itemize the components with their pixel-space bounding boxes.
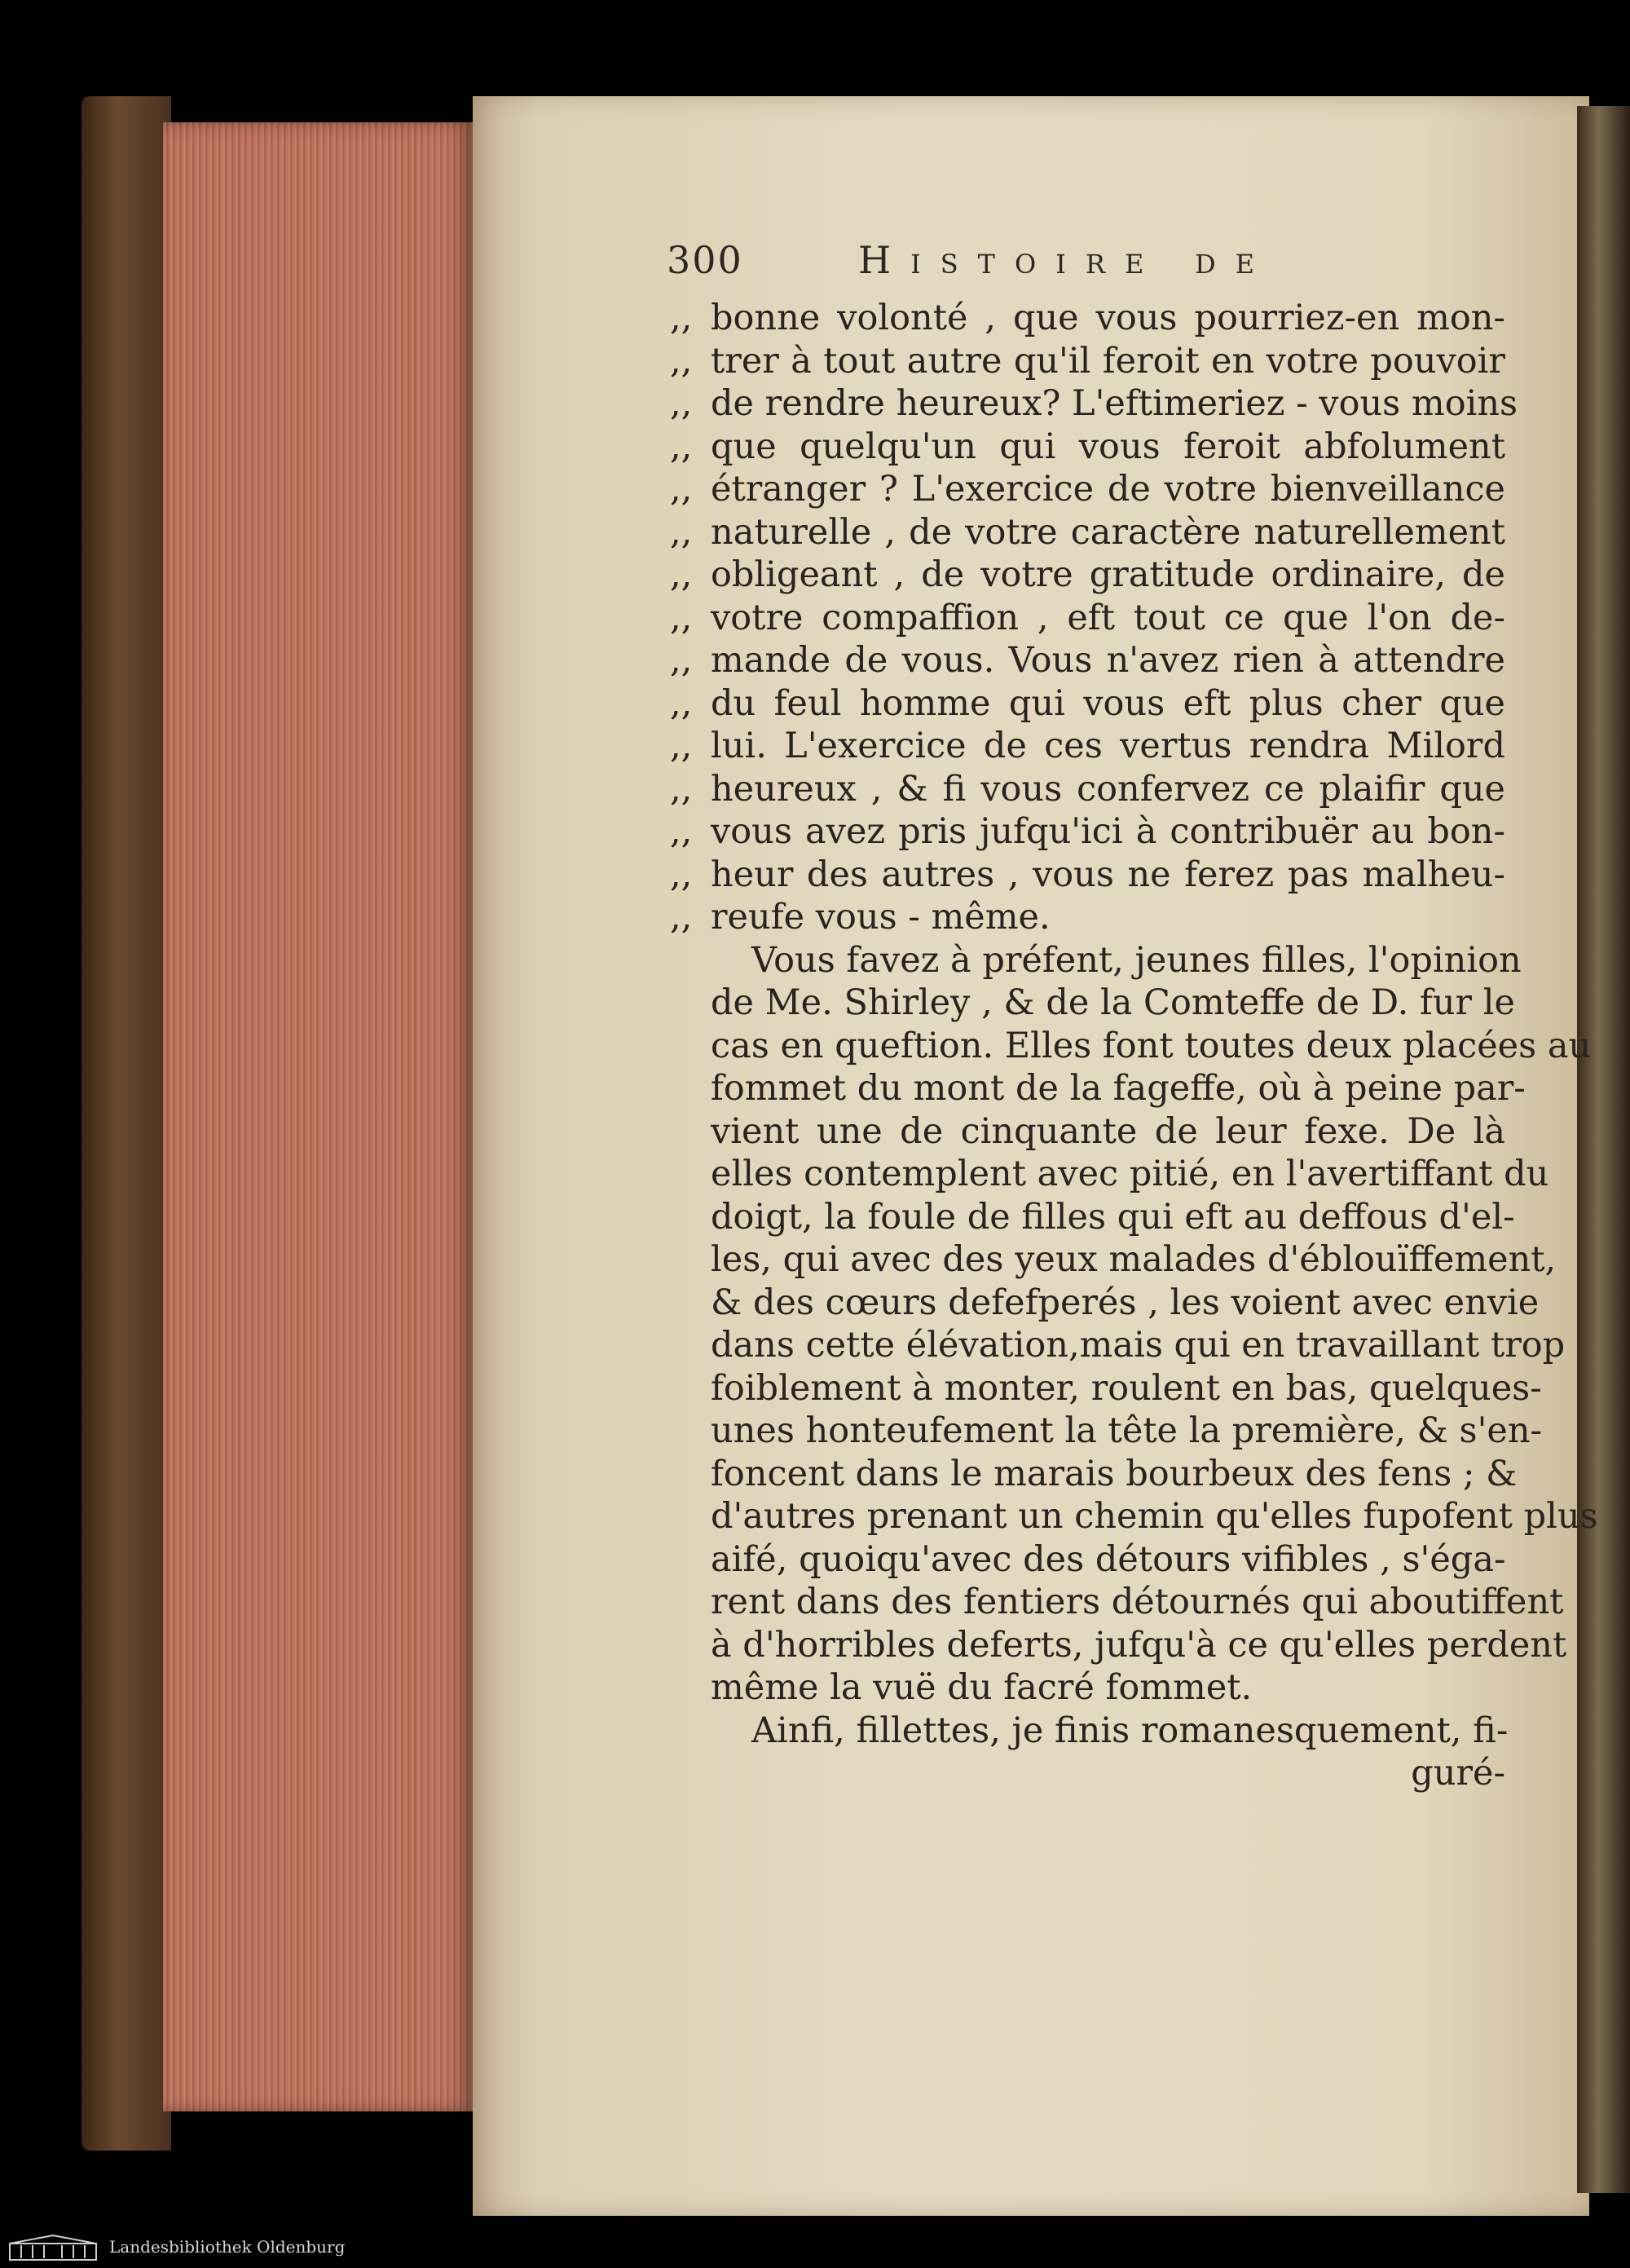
text-line <box>670 1110 1505 1154</box>
quote-marker <box>670 1238 711 1282</box>
text-line <box>670 639 1505 682</box>
quote-marker <box>670 1367 711 1410</box>
line-text: de Me. Shirley , & de la Comteffe de D. fur le <box>711 982 1515 1023</box>
line-text: rent dans des fentiers détournés qui aboutiffent <box>711 1582 1564 1622</box>
text-line <box>670 768 1505 811</box>
library-label: Landesbibliothek Oldenburg <box>109 2237 346 2257</box>
line-text: heureux , & fi vous confervez ce plaifir que <box>711 768 1505 810</box>
line-text: Ainfi, fillettes, je finis romanesquement, fi- <box>751 1710 1509 1751</box>
text-line <box>670 1196 1515 1239</box>
text-line <box>670 1153 1549 1196</box>
quote-marker <box>670 1581 711 1624</box>
line-text: bonne volonté , que vous pourriez-en mon- <box>711 298 1505 338</box>
quote-marker: ,, <box>670 811 693 852</box>
text-line <box>670 1025 1592 1068</box>
running-head <box>667 238 1522 287</box>
quote-marker: ,, <box>670 554 693 595</box>
line-text: elles contemplent avec pitié, en l'avertiffant du <box>711 1154 1549 1194</box>
text-line <box>670 810 1505 854</box>
quote-marker <box>670 1666 711 1710</box>
quote-marker <box>670 1624 711 1667</box>
quote-marker: ,, <box>670 469 693 510</box>
text-line <box>670 896 1505 939</box>
line-text: reufe vous - même. <box>711 897 1051 938</box>
quote-marker <box>670 939 711 982</box>
text-line <box>670 682 1505 726</box>
book-cover-left <box>82 96 171 2151</box>
line-text: & des cœurs defefperés , les voient avec envie <box>711 1282 1540 1323</box>
text-line <box>670 982 1515 1025</box>
text-line <box>670 511 1505 554</box>
quote-marker <box>670 1752 711 1795</box>
line-text: guré- <box>1411 1753 1505 1794</box>
text-line <box>670 1282 1540 1325</box>
quote-marker <box>670 1153 711 1196</box>
line-text: doigt, la foule de filles qui eft au deffous d'el- <box>711 1196 1515 1238</box>
text-line <box>670 554 1505 597</box>
text-line <box>670 939 1522 982</box>
text-line <box>670 426 1505 469</box>
body-text <box>670 297 1598 1795</box>
line-text: foncent dans le marais bourbeux des fens ; & <box>711 1453 1518 1494</box>
line-text: les, qui avec des yeux malades d'éblouïffement, <box>711 1239 1557 1280</box>
quote-marker <box>670 1710 711 1753</box>
text-line <box>670 1410 1543 1453</box>
quote-marker: ,, <box>670 640 693 681</box>
line-text: foiblement à monter, roulent en bas, quelques- <box>711 1367 1542 1409</box>
line-text: Vous favez à préfent, jeunes filles, l'opinion <box>751 939 1522 981</box>
book-cover-right <box>1577 106 1630 2193</box>
text-line <box>670 1238 1557 1282</box>
line-text: naturelle , de votre caractère naturellement <box>711 511 1505 553</box>
text-line <box>670 1324 1566 1367</box>
text-line <box>670 1624 1567 1667</box>
line-text: trer à tout autre qu'il feroit en votre pouvoir <box>711 340 1505 382</box>
text-line <box>670 1367 1542 1410</box>
quote-marker <box>670 1282 711 1325</box>
quote-marker <box>670 1538 711 1582</box>
page-fore-edge <box>163 122 473 2111</box>
page-number: 300 <box>667 238 743 282</box>
quote-marker: ,, <box>670 340 693 382</box>
line-text: unes honteufement la tête la première, & s'en- <box>711 1410 1543 1451</box>
quote-marker <box>670 1110 711 1154</box>
text-line <box>670 725 1505 768</box>
quote-marker: ,, <box>670 511 693 553</box>
line-text: à d'horribles deferts, jufqu'à ce qu'elles perdent <box>711 1624 1567 1666</box>
quote-marker: ,, <box>670 298 693 338</box>
quote-marker <box>670 1067 711 1110</box>
quote-marker: ,, <box>670 726 693 766</box>
quote-marker: ,, <box>670 383 693 424</box>
line-text: mande de vous. Vous n'avez rien à attendre <box>711 640 1505 681</box>
quote-marker: ,, <box>670 768 693 810</box>
quote-marker <box>670 1410 711 1453</box>
line-text: heur des autres , vous ne ferez pas malheu- <box>711 854 1505 895</box>
text-line <box>670 1538 1505 1582</box>
text-line <box>670 1666 1505 1710</box>
quote-marker <box>670 1324 711 1367</box>
text-line <box>670 597 1505 640</box>
library-building-icon <box>8 2234 98 2261</box>
line-text: votre compaffion , eft tout ce que l'on de- <box>711 597 1505 638</box>
footer-bar <box>0 2227 1630 2268</box>
text-line <box>670 1752 1505 1795</box>
quote-marker: ,, <box>670 597 693 638</box>
text-line <box>670 340 1505 383</box>
running-title: Histoire de <box>858 238 1274 282</box>
line-text: lui. L'exercice de ces vertus rendra Milord <box>711 726 1505 766</box>
quote-marker <box>670 1495 711 1538</box>
text-line <box>670 1710 1509 1753</box>
quote-marker: ,, <box>670 682 693 724</box>
line-text: vous avez pris jufqu'ici à contribuër au bon- <box>711 811 1505 852</box>
text-line <box>670 1067 1526 1110</box>
line-text: vient une de cinquante de leur fexe. De là <box>711 1110 1505 1152</box>
text-line <box>670 468 1505 511</box>
quote-marker <box>670 1453 711 1496</box>
text-line <box>670 854 1505 897</box>
line-text: de rendre heureux? L'eftimeriez - vous moins <box>711 383 1518 424</box>
line-text: du feul homme qui vous eft plus cher que <box>711 682 1505 724</box>
text-line <box>670 1495 1598 1538</box>
text-line <box>670 1581 1564 1624</box>
line-text: dans cette élévation,mais qui en travaillant trop <box>711 1325 1566 1366</box>
line-text: cas en queftion. Elles font toutes deux placées au <box>711 1025 1592 1066</box>
quote-marker <box>670 1025 711 1068</box>
line-text: étranger ? L'exercice de votre bienveillance <box>711 469 1505 510</box>
line-text: fommet du mont de la fageffe, où à peine par- <box>711 1068 1526 1109</box>
text-line <box>670 1453 1518 1496</box>
quote-marker <box>670 982 711 1025</box>
line-text: obligeant , de votre gratitude ordinaire, de <box>711 554 1505 595</box>
line-text: que quelqu'un qui vous feroit abfolument <box>711 426 1505 467</box>
text-line <box>670 297 1505 340</box>
text-line <box>670 382 1518 426</box>
line-text: même la vuë du facré fommet. <box>711 1667 1253 1708</box>
line-text: aifé, quoiqu'avec des détours vifibles , s'éga- <box>711 1538 1506 1580</box>
quote-marker: ,, <box>670 897 693 938</box>
quote-marker <box>670 1196 711 1239</box>
quote-marker: ,, <box>670 426 693 467</box>
quote-marker: ,, <box>670 854 693 895</box>
line-text: d'autres prenant un chemin qu'elles fupofent plus <box>711 1496 1598 1537</box>
